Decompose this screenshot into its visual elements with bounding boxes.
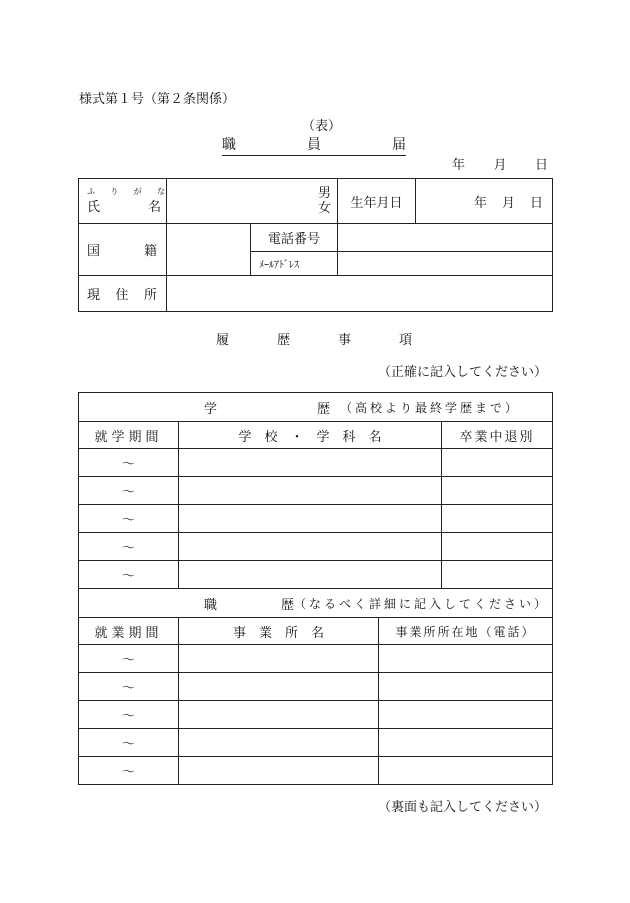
col-workplace-address: 事業所所在地（電話） xyxy=(379,618,553,645)
education-status[interactable] xyxy=(442,449,553,477)
phone-label: 電話番号 xyxy=(251,224,338,252)
col-graduation-status: 卒業中退別 xyxy=(442,422,553,449)
birth-month-unit: 月 xyxy=(502,195,516,211)
col-study-period: 就学期間 xyxy=(79,422,179,449)
title-char: 員 xyxy=(307,137,321,153)
employment-address[interactable] xyxy=(379,729,553,757)
employment-row xyxy=(79,673,553,701)
history-table xyxy=(78,392,553,785)
form-number: 様式第１号（第２条関係） xyxy=(79,92,236,107)
education-row xyxy=(79,449,553,477)
employment-address[interactable] xyxy=(379,645,553,673)
birth-label: 生年月日 xyxy=(338,179,416,224)
employment-address[interactable] xyxy=(379,701,553,729)
name-label: 氏 名 xyxy=(87,200,161,215)
gender-male[interactable]: 男 xyxy=(318,186,332,201)
col-work-period: 就業期間 xyxy=(79,618,179,645)
history-heading: 履 歴 事 項 xyxy=(216,333,412,348)
employment-row xyxy=(79,645,553,673)
education-school[interactable] xyxy=(179,561,442,589)
title-char: 職 xyxy=(222,137,236,153)
education-school[interactable] xyxy=(179,449,442,477)
email-field[interactable] xyxy=(338,252,553,276)
education-school[interactable] xyxy=(179,533,442,561)
address-field[interactable] xyxy=(167,276,553,312)
birth-date-field[interactable] xyxy=(416,179,553,224)
nationality-field[interactable] xyxy=(167,224,251,276)
education-school[interactable] xyxy=(179,505,442,533)
col-school-name: 学 校 ・ 学 科 名 xyxy=(179,422,442,449)
education-status[interactable] xyxy=(442,533,553,561)
name-label-cell xyxy=(79,179,167,224)
employment-period[interactable]: ～ xyxy=(79,757,179,785)
employment-workplace[interactable] xyxy=(179,701,379,729)
employment-address[interactable] xyxy=(379,757,553,785)
employment-period[interactable]: ～ xyxy=(79,645,179,673)
employment-row xyxy=(79,701,553,729)
education-period[interactable]: ～ xyxy=(79,449,179,477)
employment-row xyxy=(79,757,553,785)
gender-female[interactable]: 女 xyxy=(318,201,332,216)
education-row xyxy=(79,533,553,561)
submission-date xyxy=(452,154,548,173)
education-period[interactable]: ～ xyxy=(79,505,179,533)
education-heading-note: （高校より最終学歴まで） xyxy=(340,400,521,415)
note-back: （裏面も記入してください） xyxy=(378,800,548,815)
note-accurate: （正確に記入してください） xyxy=(378,365,548,380)
education-period[interactable]: ～ xyxy=(79,561,179,589)
employment-row xyxy=(79,729,553,757)
employment-period[interactable]: ～ xyxy=(79,673,179,701)
employment-workplace[interactable] xyxy=(179,729,379,757)
education-period[interactable]: ～ xyxy=(79,533,179,561)
furigana-label: ふ り が な xyxy=(87,187,165,196)
education-school[interactable] xyxy=(179,477,442,505)
birth-year-unit: 年 xyxy=(474,195,488,211)
education-heading: 学 歴 （高校より最終学歴まで） xyxy=(79,393,553,422)
side-label: （表） xyxy=(302,119,342,134)
personal-info-table xyxy=(78,178,553,312)
date-unit-day: 日 xyxy=(534,158,548,173)
education-row xyxy=(79,561,553,589)
name-field[interactable] xyxy=(167,179,338,224)
employment-period[interactable]: ～ xyxy=(79,729,179,757)
education-period[interactable]: ～ xyxy=(79,477,179,505)
education-row xyxy=(79,505,553,533)
employment-workplace[interactable] xyxy=(179,757,379,785)
title-char: 届 xyxy=(392,137,406,153)
nationality-label: 国 籍 xyxy=(79,224,167,276)
phone-field[interactable] xyxy=(338,224,553,252)
birth-day-unit: 日 xyxy=(529,195,543,211)
education-status[interactable] xyxy=(442,505,553,533)
education-row xyxy=(79,477,553,505)
date-unit-month: 月 xyxy=(493,158,507,173)
address-label: 現 住 所 xyxy=(79,276,167,312)
email-label: ﾒｰﾙｱﾄﾞﾚｽ xyxy=(251,252,338,276)
education-status[interactable] xyxy=(442,477,553,505)
employment-heading-note: （なるべく詳細に記入してください） xyxy=(294,596,550,611)
employment-workplace[interactable] xyxy=(179,673,379,701)
employment-address[interactable] xyxy=(379,673,553,701)
employment-workplace[interactable] xyxy=(179,645,379,673)
employment-heading: 職 歴 （なるべく詳細に記入してください） xyxy=(79,589,553,618)
employment-period[interactable]: ～ xyxy=(79,701,179,729)
document-title xyxy=(222,134,406,156)
education-status[interactable] xyxy=(442,561,553,589)
date-unit-year: 年 xyxy=(452,158,466,173)
col-workplace-name: 事 業 所 名 xyxy=(179,618,379,645)
